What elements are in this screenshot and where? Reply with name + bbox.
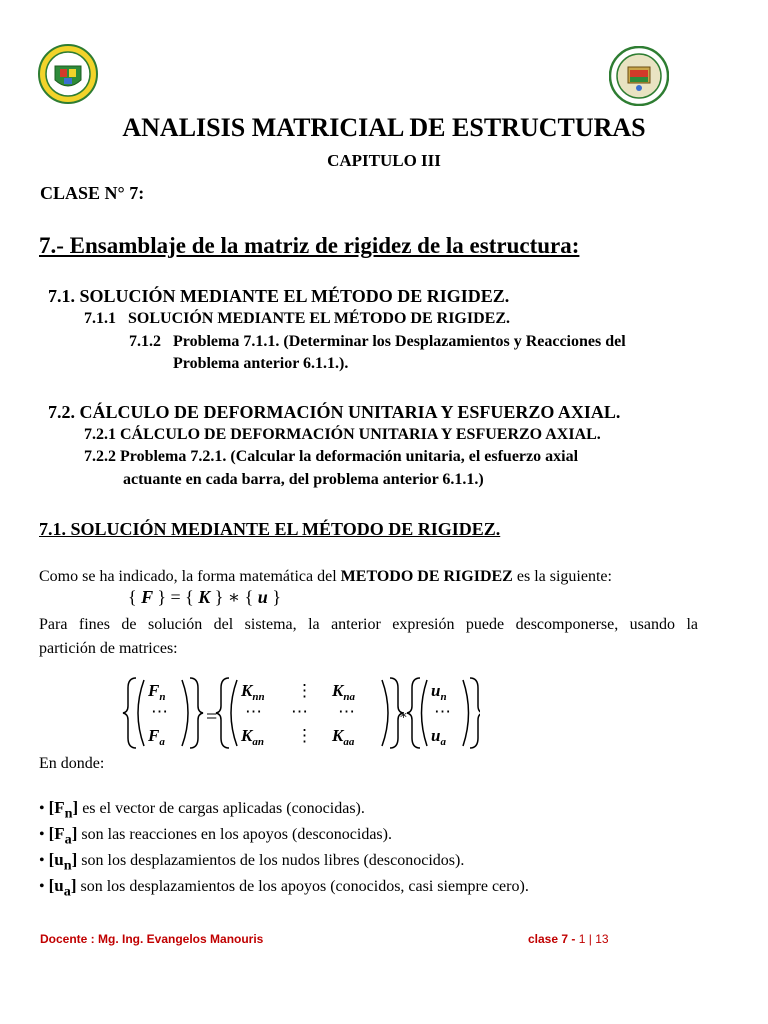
bullet-text: son los desplazamientos de los apoyos (conocidos, casi siempre cero). <box>76 878 529 895</box>
bullet-mark: • <box>39 852 45 869</box>
class-label: CLASE N° 7: <box>40 183 145 203</box>
bullet-text: son los desplazamientos de los nudos libres (desconocidos). <box>77 852 465 869</box>
list-item <box>39 850 464 874</box>
formula-equals: = <box>170 587 181 607</box>
matrix-dots: ⋯ <box>434 702 451 721</box>
matrix-dots: ⋯ <box>291 702 308 721</box>
intro-paragraph <box>39 565 612 589</box>
bullet-symbol-close: ] <box>71 850 78 869</box>
bullet-text: es el vector de cargas aplicadas (conocidas). <box>78 800 365 817</box>
footer-author: Docente : Mg. Ing. Evangelos Manouris <box>40 932 264 946</box>
matrix-vdots: ⋮ <box>296 681 313 700</box>
intro-text-end: es la siguiente: <box>512 568 612 585</box>
formula-k: K <box>198 587 211 607</box>
page-number: 1 <box>578 932 586 946</box>
list-item <box>39 798 365 822</box>
formula-f: F <box>141 587 153 607</box>
brace-close: } <box>214 587 224 607</box>
paragraph-line-2: partición de matrices: <box>39 640 178 657</box>
page-total: 13 <box>595 932 609 946</box>
toc-item-7-2: 7.2. CÁLCULO DE DEFORMACIÓN UNITARIA Y ESFUERZO AXIAL. <box>48 402 621 422</box>
toc-item-7-1-2-cont: Problema anterior 6.1.1.). <box>173 355 349 372</box>
bullet-subscript: n <box>63 857 72 874</box>
chapter-label: CAPITULO III <box>327 151 441 170</box>
matrix-ua: $u_a$ <box>431 726 446 748</box>
university-logo <box>38 44 98 104</box>
matrix-fn: $F_n$ <box>148 681 166 703</box>
footer-class-label: clase 7 - <box>528 932 576 946</box>
matrix-kna: $K_{na}$ <box>332 681 355 703</box>
matrix-knn: $K_{nn}$ <box>241 681 265 703</box>
list-item <box>39 824 392 848</box>
stiffness-formula <box>128 587 281 608</box>
bullet-mark: • <box>39 800 45 817</box>
section-heading: 7.1. SOLUCIÓN MEDIANTE EL MÉTODO DE RIGIDEZ. <box>39 519 501 539</box>
bullet-symbol-close: ] <box>70 876 77 895</box>
bullet-subscript: n <box>64 805 73 822</box>
matrix-fa: $F_a$ <box>148 726 165 748</box>
brace-open: { <box>128 587 137 607</box>
footer-separator: | <box>588 932 592 946</box>
footer-page-info <box>528 932 609 946</box>
formula-u: u <box>257 587 268 607</box>
intro-bold: METODO DE RIGIDEZ <box>340 568 513 585</box>
bullet-symbol: [F <box>48 824 65 843</box>
bullet-subscript: a <box>64 831 72 848</box>
matrix-dots: ⋯ <box>245 702 262 721</box>
list-item <box>39 876 529 900</box>
matrix-kan: $K_{an}$ <box>241 726 264 748</box>
en-donde-label: En donde: <box>39 755 105 772</box>
bullet-symbol: [u <box>48 850 64 869</box>
bullet-subscript: a <box>63 883 71 900</box>
bullet-symbol: [u <box>48 876 64 895</box>
intro-text: Como se ha indicado, la forma matemática del <box>39 568 341 585</box>
paragraph-line-1: Para fines de solución del sistema, la anterior expresión puede descomponerse, usando la <box>39 616 698 633</box>
bullet-symbol: [F <box>48 798 65 817</box>
bullet-symbol-close: ] <box>72 798 79 817</box>
brace-close: } <box>157 587 166 607</box>
bullet-symbol-close: ] <box>71 824 78 843</box>
matrix-vdots: ⋮ <box>296 726 313 745</box>
matrix-dots: ⋯ <box>151 702 168 721</box>
matrix-un: $u_n$ <box>431 681 447 703</box>
brace-close: } <box>272 587 281 607</box>
main-heading: 7.- Ensamblaje de la matriz de rigidez de la estructura: <box>39 233 580 258</box>
matrix-equals: = <box>206 706 218 728</box>
bullet-mark: • <box>39 826 45 843</box>
faculty-logo <box>609 46 669 106</box>
toc-item-7-2-1: 7.2.1 CÁLCULO DE DEFORMACIÓN UNITARIA Y ESFUERZO AXIAL. <box>84 426 601 443</box>
brace-open: { <box>185 587 194 607</box>
matrix-equation <box>120 672 480 754</box>
toc-item-7-1-2: 7.1.2 Problema 7.1.1. (Determinar los Desplazamientos y Reacciones del <box>129 333 626 350</box>
matrix-multiply: ∗ <box>399 707 408 722</box>
toc-item-7-1-1: 7.1.1 SOLUCIÓN MEDIANTE EL MÉTODO DE RIGIDEZ. <box>84 310 510 327</box>
brace-open: { <box>244 587 254 607</box>
toc-item-7-1: 7.1. SOLUCIÓN MEDIANTE EL MÉTODO DE RIGIDEZ. <box>48 286 510 306</box>
bullet-text: son las reacciones en los apoyos (desconocidas). <box>77 826 392 843</box>
toc-item-7-2-2: 7.2.2 Problema 7.2.1. (Calcular la deformación unitaria, el esfuerzo axial <box>84 448 579 465</box>
toc-item-7-2-2-cont: actuante en cada barra, del problema anterior 6.1.1.) <box>123 471 484 488</box>
matrix-dots: ⋯ <box>338 702 355 721</box>
bullet-mark: • <box>39 878 45 895</box>
formula-multiply: ∗ <box>227 587 241 607</box>
matrix-kaa: $K_{aa}$ <box>332 726 355 748</box>
page-title: ANALISIS MATRICIAL DE ESTRUCTURAS <box>122 113 646 142</box>
